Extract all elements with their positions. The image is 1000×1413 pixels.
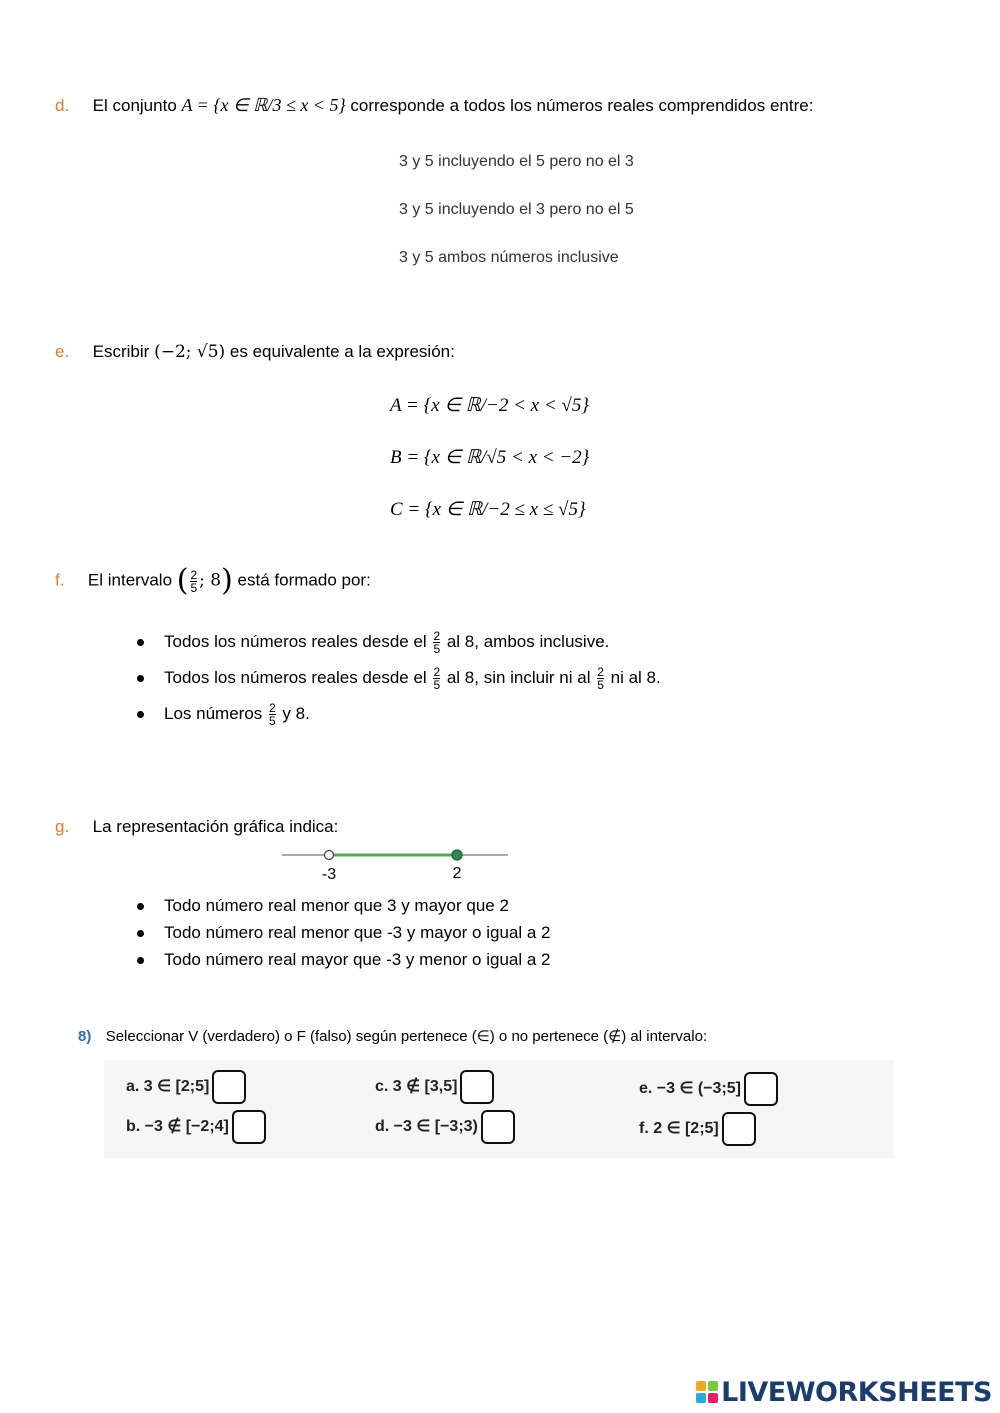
logo-mark-icon	[696, 1381, 718, 1403]
option-g-2[interactable]: Todo número real menor que -3 y mayor o igual a 2	[137, 923, 550, 943]
number-line	[280, 843, 510, 885]
option-e-2[interactable]: B = {x ∈ ℝ/√5 < x < −2}	[390, 447, 590, 468]
fraction: $\frac{2}{5}$	[433, 665, 441, 692]
question-text-prefix: El conjunto	[92, 96, 182, 115]
vf-item-c: c. 3 ∉ [3,5]	[375, 1070, 494, 1104]
question-text-suffix: corresponde a todos los números reales comprendidos entre:	[345, 96, 814, 115]
option-f-2[interactable]: Todos los números reales desde el $\frac{2}{5}$ al 8, sin incluir ni al $\frac{2}{5}$ ni al 8.	[137, 666, 661, 691]
question-d	[55, 95, 813, 116]
bullet-dot	[137, 957, 144, 964]
logo-text: LIVEWORKSHEETS	[721, 1376, 992, 1408]
option-e-3[interactable]: C = {x ∈ ℝ/−2 ≤ x ≤ √5}	[390, 499, 586, 520]
question-text-suffix: es equivalente a la expresión:	[225, 342, 455, 361]
question-text-prefix: El intervalo	[87, 570, 177, 590]
vf-item-e: e. −3 ∈ (−3;5]	[639, 1072, 778, 1106]
option-d-2[interactable]: 3 y 5 incluyendo el 3 pero no el 5	[399, 201, 634, 218]
bullet-dot	[137, 930, 144, 937]
fraction: $\frac{2}{5}$	[269, 701, 276, 728]
close-paren: )	[221, 563, 233, 598]
answer-box-a[interactable]	[212, 1070, 246, 1104]
vf-item-f: f. 2 ∈ [2;5]	[639, 1112, 756, 1146]
question-text-suffix: está formado por:	[232, 570, 371, 590]
open-endpoint	[325, 851, 334, 860]
option-d-3[interactable]: 3 y 5 ambos números inclusive	[399, 249, 619, 266]
vf-item-a: a. 3 ∈ [2;5]	[126, 1070, 246, 1104]
question-text: Seleccionar V (verdadero) o F (falso) según pertenece (∈) o no pertenece (∉) al intervalo:	[105, 1028, 708, 1045]
vf-item-b: b. −3 ∉ [−2;4]	[126, 1110, 266, 1144]
option-d-1[interactable]: 3 y 5 incluyendo el 5 pero no el 3	[399, 153, 634, 170]
option-f-1[interactable]: Todos los números reales desde el $\frac{2}{5}$ al 8, ambos inclusive.	[137, 630, 609, 655]
fraction: $\frac{2}{5}$	[433, 629, 441, 656]
question-text-prefix: Escribir	[92, 342, 155, 361]
bullet-dot	[137, 903, 144, 910]
answer-box-c[interactable]	[460, 1070, 494, 1104]
answer-box-e[interactable]	[744, 1072, 778, 1106]
question-letter: e.	[55, 342, 70, 361]
bullet-dot	[137, 639, 144, 646]
question-text: La representación gráfica indica:	[92, 817, 339, 836]
answer-box-f[interactable]	[722, 1112, 756, 1146]
fraction	[190, 569, 197, 594]
question-e	[55, 342, 455, 362]
question-letter: g.	[55, 817, 70, 836]
true-false-panel	[104, 1060, 894, 1158]
liveworksheets-logo	[696, 1374, 992, 1410]
fraction: $\frac{2}{5}$	[597, 665, 604, 692]
fraction-denominator: 5	[190, 580, 198, 595]
interval-end: ; 8	[199, 570, 222, 591]
option-g-3[interactable]: Todo número real mayor que -3 y menor o igual a 2	[137, 950, 550, 970]
answer-box-b[interactable]	[232, 1110, 266, 1144]
option-e-1[interactable]: A = {x ∈ ℝ/−2 < x < √5}	[390, 395, 589, 416]
answer-box-d[interactable]	[481, 1110, 515, 1144]
bullet-dot	[137, 711, 144, 718]
bullet-dot	[137, 675, 144, 682]
closed-endpoint	[452, 850, 462, 860]
question-letter: f.	[55, 570, 65, 590]
interval-expression: (−2; √5)	[154, 342, 226, 362]
question-number: 8)	[78, 1028, 92, 1045]
question-g	[55, 817, 338, 837]
open-paren: (	[176, 563, 189, 598]
question-letter: d.	[55, 96, 70, 115]
right-label: 2	[452, 865, 462, 882]
set-expression: A = {x ∈ ℝ/3 ≤ x < 5}	[181, 95, 346, 115]
fraction-numerator: 2	[190, 567, 198, 582]
left-label: -3	[321, 866, 337, 883]
option-g-1[interactable]: Todo número real menor que 3 y mayor que 2	[137, 896, 509, 916]
question-8	[78, 1027, 707, 1045]
question-f	[55, 563, 371, 598]
vf-item-d: d. −3 ∈ [−3;3)	[375, 1110, 515, 1144]
option-f-3[interactable]: Los números $\frac{2}{5}$ y 8.	[137, 702, 310, 727]
